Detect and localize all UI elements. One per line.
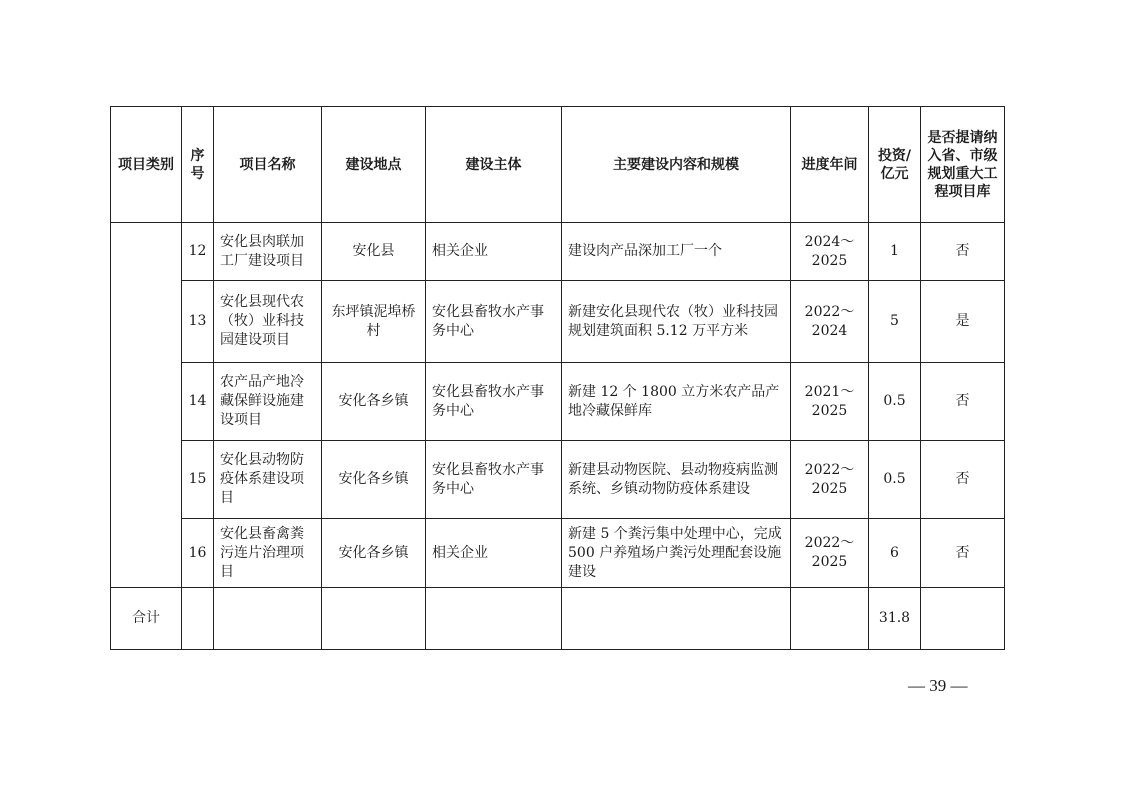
cell-location: 安化各乡镇 xyxy=(322,441,426,519)
empty-cell xyxy=(921,588,1005,650)
cell-seq: 16 xyxy=(182,519,214,588)
cell-location: 安化各乡镇 xyxy=(322,363,426,441)
cell-investment: 6 xyxy=(869,519,921,588)
cell-name: 安化县畜禽粪污连片治理项目 xyxy=(214,519,322,588)
cell-name: 安化县肉联加工厂建设项目 xyxy=(214,223,322,281)
cell-location: 东坪镇泥埠桥村 xyxy=(322,281,426,363)
cell-investment: 0.5 xyxy=(869,363,921,441)
table-row xyxy=(111,519,1005,588)
header-location: 建设地点 xyxy=(322,107,426,223)
table-row xyxy=(111,363,1005,441)
cell-period: 2022～2025 xyxy=(791,519,869,588)
cell-seq: 14 xyxy=(182,363,214,441)
cell-owner: 安化县畜牧水产事务中心 xyxy=(426,441,562,519)
cell-included: 否 xyxy=(921,363,1005,441)
cell-seq: 15 xyxy=(182,441,214,519)
cell-content: 新建安化县现代农（牧）业科技园规划建筑面积 5.12 万平方米 xyxy=(562,281,791,363)
page-number: — 39 — xyxy=(908,676,968,695)
cell-included: 否 xyxy=(921,441,1005,519)
category-cell xyxy=(111,223,182,588)
cell-period: 2024～2025 xyxy=(791,223,869,281)
total-investment: 31.8 xyxy=(869,588,921,650)
cell-location: 安化县 xyxy=(322,223,426,281)
header-name: 项目名称 xyxy=(214,107,322,223)
cell-content: 新建 5 个粪污集中处理中心，完成 500 户养殖场户粪污处理配套设施建设 xyxy=(562,519,791,588)
cell-seq: 12 xyxy=(182,223,214,281)
total-row xyxy=(111,588,1005,650)
header-seq: 序号 xyxy=(182,107,214,223)
header-content: 主要建设内容和规模 xyxy=(562,107,791,223)
cell-owner: 相关企业 xyxy=(426,519,562,588)
cell-content: 建设肉产品深加工厂一个 xyxy=(562,223,791,281)
cell-investment: 0.5 xyxy=(869,441,921,519)
header-category: 项目类别 xyxy=(111,107,182,223)
cell-period: 2021～2025 xyxy=(791,363,869,441)
cell-location: 安化各乡镇 xyxy=(322,519,426,588)
table-row xyxy=(111,281,1005,363)
empty-cell xyxy=(426,588,562,650)
cell-owner: 安化县畜牧水产事务中心 xyxy=(426,363,562,441)
cell-content: 新建 12 个 1800 立方米农产品产地冷藏保鲜库 xyxy=(562,363,791,441)
header-included: 是否提请纳入省、市级规划重大工程项目库 xyxy=(921,107,1005,223)
header-investment: 投资/亿元 xyxy=(869,107,921,223)
cell-period: 2022～2024 xyxy=(791,281,869,363)
empty-cell xyxy=(322,588,426,650)
cell-investment: 5 xyxy=(869,281,921,363)
header-row xyxy=(111,107,1005,223)
empty-cell xyxy=(182,588,214,650)
empty-cell xyxy=(562,588,791,650)
cell-name: 安化县现代农（牧）业科技园建设项目 xyxy=(214,281,322,363)
cell-owner: 安化县畜牧水产事务中心 xyxy=(426,281,562,363)
project-table xyxy=(110,106,1005,650)
cell-included: 否 xyxy=(921,519,1005,588)
cell-content: 新建县动物医院、县动物疫病监测系统、乡镇动物防疫体系建设 xyxy=(562,441,791,519)
empty-cell xyxy=(791,588,869,650)
header-period: 进度年间 xyxy=(791,107,869,223)
cell-included: 否 xyxy=(921,223,1005,281)
cell-investment: 1 xyxy=(869,223,921,281)
cell-owner: 相关企业 xyxy=(426,223,562,281)
cell-period: 2022～2025 xyxy=(791,441,869,519)
cell-seq: 13 xyxy=(182,281,214,363)
table-row xyxy=(111,223,1005,281)
cell-included: 是 xyxy=(921,281,1005,363)
cell-name: 农产品产地冷藏保鲜设施建设项目 xyxy=(214,363,322,441)
total-label: 合计 xyxy=(111,588,182,650)
empty-cell xyxy=(214,588,322,650)
cell-name: 安化县动物防疫体系建设项目 xyxy=(214,441,322,519)
table-row xyxy=(111,441,1005,519)
header-owner: 建设主体 xyxy=(426,107,562,223)
